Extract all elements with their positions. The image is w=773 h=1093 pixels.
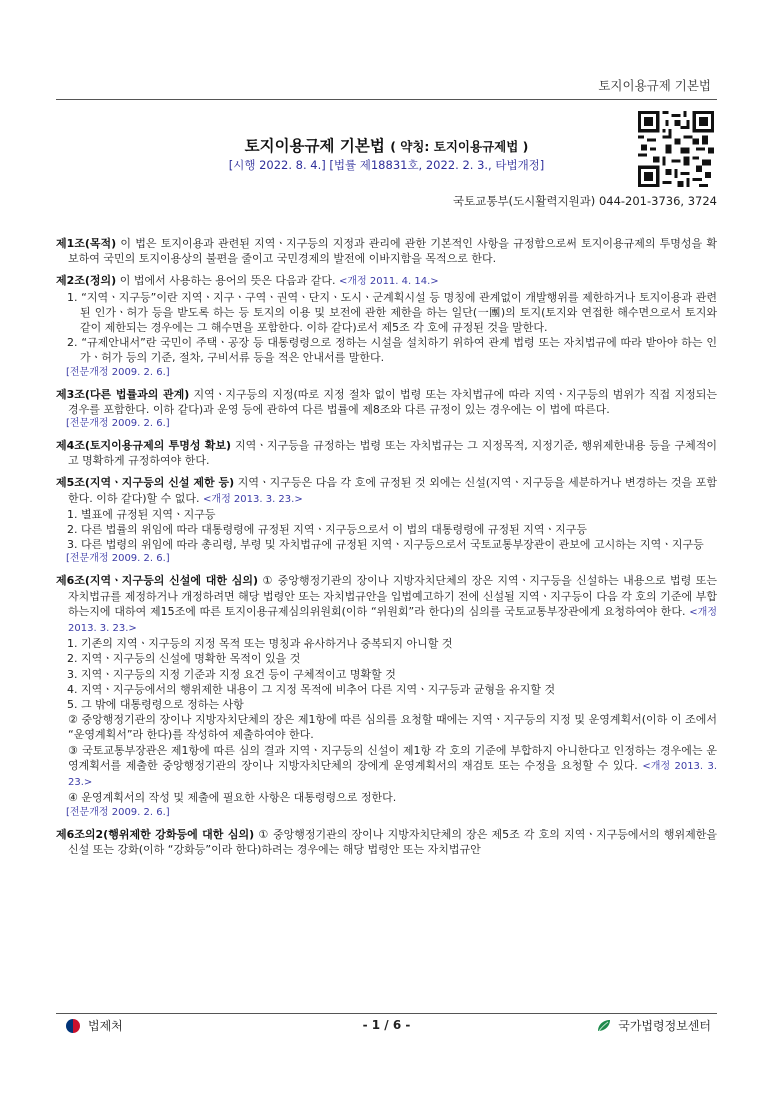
footer-org: 법제처 <box>88 1019 123 1033</box>
list-item: 5. 그 밖에 대통령령으로 정하는 사항 <box>67 698 244 712</box>
article-heading: 제1조(목적) <box>56 237 117 250</box>
article-body: ① 중앙행정기관의 장이나 지방자치단체의 장은 제5조 각 호의 지역ㆍ지구등에서의 행위제한을 신설 또는 강화(이하 “강화등”이라 한다)하려는 경우에는 해당 법령안 또는 자치법규안 <box>68 827 717 856</box>
list-item: 4. 지역ㆍ지구등에서의 행위제한 내용이 그 지정 목적에 비추어 다른 지역ㆍ지구등과 균형을 유지할 것 <box>67 682 556 696</box>
list-item: 1. “지역ㆍ지구등”이란 지역ㆍ지구ㆍ구역ㆍ권역ㆍ단지ㆍ도시ㆍ군계획시설 등 명칭에 관계없이 개발행위를 제한하거나 토지이용과 관련된 인가ㆍ허가 등을 받도록 하는 등 토지의 이용 및 보전에 관한 제한을 하는 일단(一團)의 토지(토지와 연접한 해수면으로서 토지와 같이 제한되는 경우에는 그 해수면을 포함한다. 이하 같다)로서 제5조 각 호에 규정된 것을 말한다. <box>67 290 717 335</box>
article-heading: 제3조(다른 법률과의 관계) <box>56 387 190 401</box>
list-item: 2. 다른 법률의 위임에 따라 대통령령에 규정된 지역ㆍ지구등으로서 이 법의 대통령령에 규정된 지역ㆍ지구등 <box>67 523 587 537</box>
law-center-logo-icon <box>596 1019 612 1033</box>
article-heading: 제2조(정의) <box>56 274 117 288</box>
article-3 <box>56 387 717 431</box>
amendment-note[interactable]: <개정 2013. 3. 23.> <box>68 606 717 635</box>
article-heading: 제6조의2(행위제한 강화등에 대한 심의) <box>56 827 255 841</box>
article-body: 이 법에서 사용하는 용어의 뜻은 다음과 같다. <box>116 274 339 288</box>
full-amendment-note[interactable]: [전문개정 2009. 2. 6.] <box>66 553 170 565</box>
article-body: 지역ㆍ지구등을 규정하는 법령 또는 자치법규는 그 지정목적, 지정기준, 행위제한내용 등을 구체적이고 명확하게 규정하여야 한다. <box>68 439 717 468</box>
article-2 <box>56 273 717 379</box>
article-body: 이 법은 토지이용과 관련된 지역ㆍ지구등의 지정과 관리에 관한 기본적인 사항을 규정함으로써 토지이용규제의 투명성을 확보하여 국민의 토지이용상의 불편을 줄이고 국민경제의 발전에 이바지함을 목적으로 한다. <box>68 237 717 266</box>
paragraph-text: ③ 국토교통부장관은 제1항에 따른 심의 결과 지역ㆍ지구등의 신설이 제1항 각 호의 기준에 부합하지 아니한다고 인정하는 경우에는 운영계획서를 제출한 중앙행정기관의 장이나 지방자치단체의 장에게 운영계획서의 재검토 또는 수정을 요청할 수 있다. <box>68 743 717 772</box>
law-title-abbr: ( 약칭: 토지이용규제법 ) <box>390 139 529 154</box>
paragraph: ② 중앙행정기관의 장이나 지방자치단체의 장은 제1항에 따른 심의를 요청할 때에는 지역ㆍ지구등의 지정 및 운영계획서(이하 이 조에서 “운영계획서”라 한다)를 작성하여 제출하여야 한다. <box>68 713 717 742</box>
full-amendment-note[interactable]: [전문개정 2009. 2. 6.] <box>66 806 170 818</box>
article-4 <box>56 438 717 468</box>
law-enforcement-meta[interactable]: [시행 2022. 8. 4.] [법률 제18831호, 2022. 2. 3., 타법개정] <box>228 158 545 172</box>
header-law-title: 토지이용규제 기본법 <box>598 78 711 93</box>
article-6-2 <box>56 827 717 857</box>
law-title <box>0 134 773 156</box>
amendment-note[interactable]: <개정 2011. 4. 14.> <box>338 276 439 288</box>
article-6 <box>56 573 717 819</box>
page-number: - 1 / 6 - <box>362 1018 411 1032</box>
article-5 <box>56 475 717 566</box>
full-amendment-note[interactable]: [전문개정 2009. 2. 6.] <box>66 418 170 430</box>
amendment-note[interactable]: <개정 2013. 3. 23.> <box>203 493 303 505</box>
footer-right[interactable] <box>596 1017 711 1034</box>
article-body: 지역ㆍ지구등의 지정(따로 지정 절차 없이 법령 또는 자치법규에 따라 지역ㆍ지구등의 범위가 직접 지정되는 경우를 포함한다. 이하 같다)과 운영 등에 관하여 다른 법률에 제8조와 다른 규정이 있는 경우에는 이 법에 따른다. <box>68 387 717 416</box>
list-item: 2. “규제안내서”란 국민이 주택ㆍ공장 등 대통령령으로 정하는 시설을 설치하기 위하여 관계 법령 또는 자치법규에 따라 받아야 하는 인가ㆍ허가 등의 기준, 절차, 구비서류 등을 적은 안내서를 말한다. <box>67 336 717 365</box>
footer-site: 국가법령정보센터 <box>618 1019 711 1033</box>
paragraph <box>56 743 717 791</box>
list-item: 1. 기존의 지역ㆍ지구등의 지정 목적 또는 명칭과 유사하거나 중복되지 아니할 것 <box>67 637 453 651</box>
ministry-contact: 국토교통부(도시활력지원과) 044-201-3736, 3724 <box>453 194 717 208</box>
article-body: ① 중앙행정기관의 장이나 지방자치단체의 장은 지역ㆍ지구등을 신설하는 내용으로 법령 또는 자치법규를 제정하거나 개정하려면 해당 법령안 또는 자치법규안을 입법예고하기 전에 신설될 지역ㆍ지구등이 다음 각 호의 기준에 부합하는지에 대하여 제15조에 따른 토지이용규제심의위원회(이하 “위원회”라 한다)의 심의를 국토교통부장관에게 요청하여야 한다. <box>68 574 717 618</box>
article-body: 지역ㆍ지구등은 다음 각 호에 규정된 것 외에는 신설(지역ㆍ지구등을 세분하거나 변경하는 것을 포함한다. 이하 같다)할 수 없다. <box>68 476 717 505</box>
article-heading: 제6조(지역ㆍ지구등의 신설에 대한 심의) <box>56 574 259 588</box>
law-title-main: 토지이용규제 기본법 <box>244 137 385 155</box>
list-item: 3. 다른 법령의 위임에 따라 총리령, 부령 및 자치법규에 규정된 지역ㆍ지구등으로서 국토교통부장관이 관보에 고시하는 지역ㆍ지구등 <box>67 538 704 552</box>
header-rule <box>56 99 717 100</box>
law-content <box>56 236 717 864</box>
article-heading: 제5조(지역ㆍ지구등의 신설 제한 등) <box>56 476 235 490</box>
article-1 <box>56 236 717 266</box>
list-item: 3. 지역ㆍ지구등의 지정 기준과 지정 요건 등이 구체적이고 명확할 것 <box>67 667 396 681</box>
list-item: 2. 지역ㆍ지구등의 신설에 명확한 목적이 있을 것 <box>67 652 301 666</box>
article-heading: 제4조(토지이용규제의 투명성 확보) <box>56 439 232 453</box>
paragraph: ④ 운영계획서의 작성 및 제출에 필요한 사항은 대통령령으로 정한다. <box>68 791 397 805</box>
list-item: 1. 별표에 규정된 지역ㆍ지구등 <box>67 507 216 521</box>
footer-rule <box>56 1013 717 1014</box>
full-amendment-note[interactable]: [전문개정 2009. 2. 6.] <box>66 366 170 378</box>
amendment-note[interactable]: <개정 2013. 3. 23.> <box>68 760 718 789</box>
